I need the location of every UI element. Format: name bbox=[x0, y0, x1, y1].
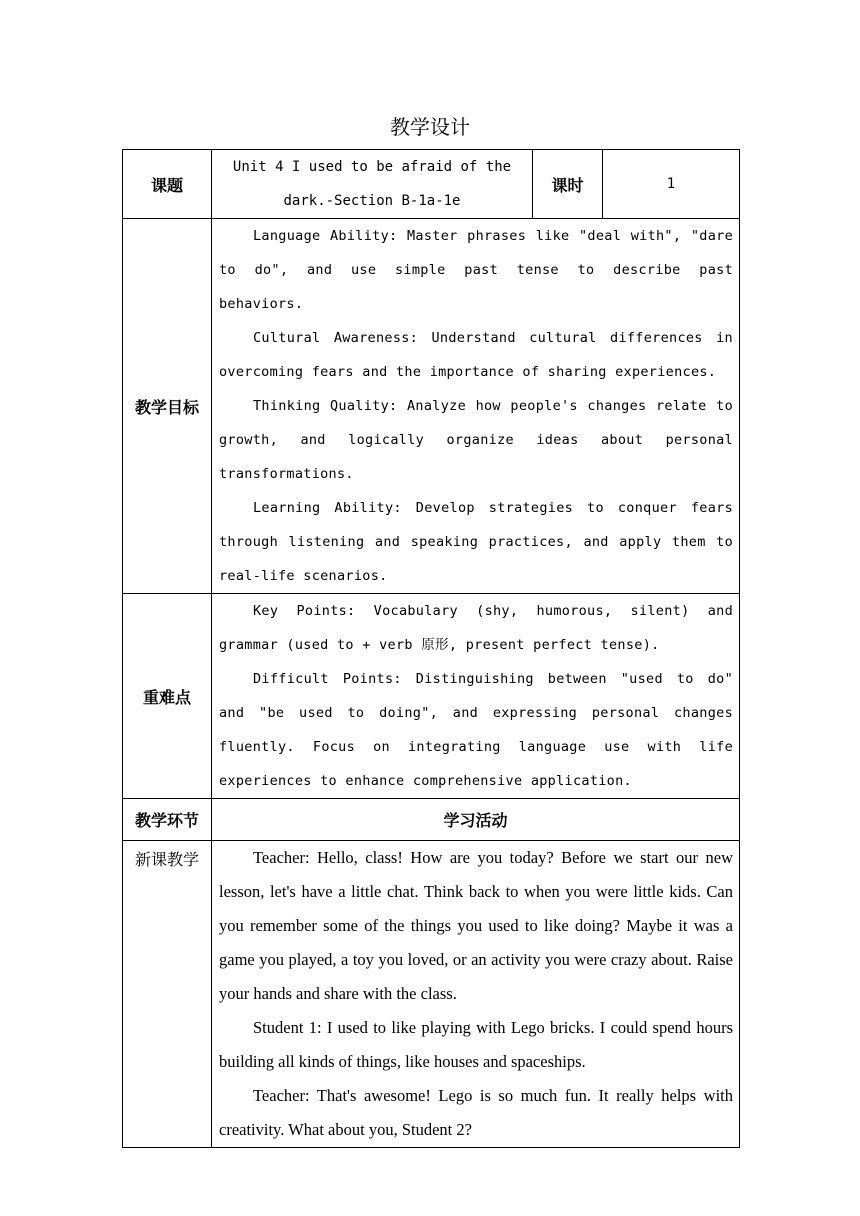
hours-value: 1 bbox=[603, 150, 740, 219]
activity-header-row bbox=[123, 799, 740, 841]
hours-label: 课时 bbox=[533, 150, 603, 219]
topic-label: 课题 bbox=[123, 150, 212, 219]
key-points-label: 重难点 bbox=[123, 594, 212, 799]
new-lesson-label bbox=[123, 841, 212, 1148]
new-lesson-label-text: 新课教学 bbox=[134, 850, 199, 869]
key-points-row bbox=[123, 594, 740, 799]
new-lesson-row bbox=[123, 841, 740, 1148]
objective-cultural-awareness: Cultural Awareness: Understand cultural differences in overcoming fears and the importance of sharing experiences. bbox=[219, 330, 733, 380]
activity-label: 学习活动 bbox=[212, 799, 740, 841]
dialogue-student-1: Student 1: I used to like playing with Lego bricks. I could spend hours building all kinds of things, like houses and spaceships. bbox=[219, 1018, 733, 1071]
objectives-label: 教学目标 bbox=[123, 219, 212, 594]
topic-value: Unit 4 I used to be afraid of the dark.-Section B-1a-1e bbox=[212, 150, 533, 219]
key-points-text: Key Points: Vocabulary (shy, humorous, silent) and grammar (used to + verb 原形, present perfect tense). bbox=[219, 603, 733, 653]
document-title: 教学设计 bbox=[390, 115, 470, 139]
objectives-content bbox=[212, 219, 740, 594]
objectives-row bbox=[123, 219, 740, 594]
dialogue-teacher-2: Teacher: That's awesome! Lego is so much fun. It really helps with creativity. What about you, Student 2? bbox=[219, 1086, 733, 1139]
key-points-content bbox=[212, 594, 740, 799]
objective-thinking-quality: Thinking Quality: Analyze how people's changes relate to growth, and logically organize ideas about personal transformations. bbox=[219, 398, 733, 482]
stage-label: 教学环节 bbox=[123, 799, 212, 841]
objective-language-ability: Language Ability: Master phrases like "deal with", "dare to do", and use simple past tense to describe past behaviors. bbox=[219, 228, 733, 312]
new-lesson-content bbox=[212, 841, 740, 1148]
objective-learning-ability: Learning Ability: Develop strategies to conquer fears through listening and speaking practices, and apply them to real-life scenarios. bbox=[219, 500, 733, 584]
difficult-points-text: Difficult Points: Distinguishing between "used to do" and "be used to doing", and expressing personal changes fluently. Focus on integrating language use with life experiences to enhance comprehensive application. bbox=[219, 671, 733, 789]
dialogue-teacher-1: Teacher: Hello, class! How are you today? Before we start our new lesson, let's have a little chat. Think back to when you were little kids. Can you remember some of the things you used to like doing? Maybe it was a game you played, a toy you loved, or an activity you were crazy about. Raise your hands and share with the class. bbox=[219, 848, 733, 1003]
topic-row bbox=[123, 150, 740, 219]
lesson-plan-table bbox=[122, 149, 740, 1148]
